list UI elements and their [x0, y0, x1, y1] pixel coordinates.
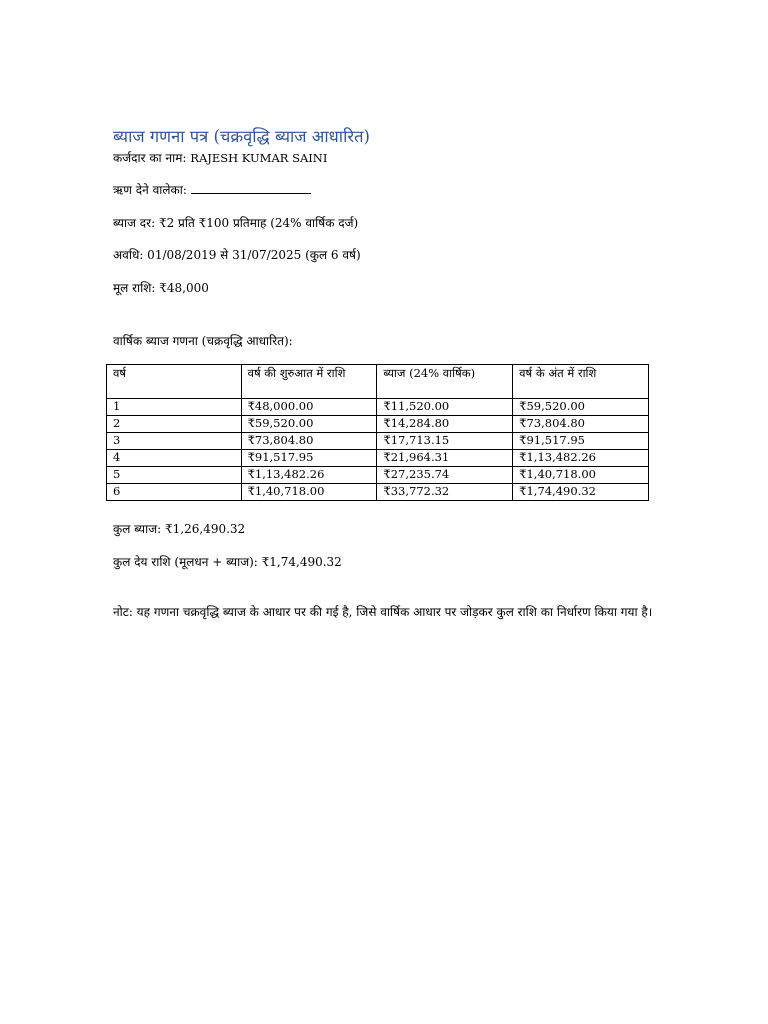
total-interest-line: कुल ब्याज: ₹1,26,490.32 — [113, 522, 246, 536]
cell-opening: ₹73,804.80 — [241, 433, 377, 450]
table-row — [107, 450, 649, 467]
creditor-blank-field — [191, 183, 311, 194]
table-row — [107, 399, 649, 416]
debtor-label: कर्जदार का नाम: — [113, 151, 187, 165]
cell-opening: ₹48,000.00 — [241, 399, 377, 416]
table-row — [107, 484, 649, 501]
document-title: ब्याज गणना पत्र (चक्रवृद्धि ब्याज आधारित) — [113, 127, 370, 146]
table-row — [107, 416, 649, 433]
cell-year: 1 — [107, 399, 242, 416]
cell-closing: ₹73,804.80 — [513, 416, 649, 433]
cell-closing: ₹1,13,482.26 — [513, 450, 649, 467]
cell-year: 6 — [107, 484, 242, 501]
cell-interest: ₹33,772.32 — [377, 484, 513, 501]
interest-table — [106, 364, 649, 501]
table-header-row — [107, 365, 649, 399]
header-year: वर्ष — [107, 365, 242, 399]
interest-rate-line: ब्याज दर: ₹2 प्रति ₹100 प्रतिमाह (24% वार्षिक दर्ज) — [113, 216, 359, 230]
cell-opening: ₹59,520.00 — [241, 416, 377, 433]
header-interest: ब्याज (24% वार्षिक) — [377, 365, 513, 399]
header-opening-amount: वर्ष की शुरुआत में राशि — [241, 365, 377, 399]
cell-interest: ₹27,235.74 — [377, 467, 513, 484]
debtor-name: RAJESH KUMAR SAINI — [190, 151, 328, 165]
cell-closing: ₹1,74,490.32 — [513, 484, 649, 501]
table-heading: वार्षिक ब्याज गणना (चक्रवृद्धि आधारित): — [113, 334, 293, 348]
period-line: अवधि: 01/08/2019 से 31/07/2025 (कुल 6 वर्ष) — [113, 248, 361, 262]
creditor-line — [113, 182, 311, 198]
debtor-line — [113, 150, 327, 166]
cell-closing: ₹1,40,718.00 — [513, 467, 649, 484]
cell-opening: ₹1,13,482.26 — [241, 467, 377, 484]
total-payable-line: कुल देय राशि (मूलधन + ब्याज): ₹1,74,490.32 — [113, 555, 342, 569]
table-row — [107, 467, 649, 484]
cell-opening: ₹91,517.95 — [241, 450, 377, 467]
header-closing-amount: वर्ष के अंत में राशि — [513, 365, 649, 399]
cell-year: 3 — [107, 433, 242, 450]
cell-interest: ₹21,964.31 — [377, 450, 513, 467]
principal-line: मूल राशि: ₹48,000 — [113, 281, 209, 295]
cell-interest: ₹17,713.15 — [377, 433, 513, 450]
cell-interest: ₹14,284.80 — [377, 416, 513, 433]
cell-opening: ₹1,40,718.00 — [241, 484, 377, 501]
cell-year: 4 — [107, 450, 242, 467]
cell-closing: ₹91,517.95 — [513, 433, 649, 450]
note-paragraph: नोट: यह गणना चक्रवृद्धि ब्याज के आधार पर की गई है, जिसे वार्षिक आधार पर जोड़कर कुल राशि का निर्धारण किया गया है। — [113, 605, 653, 619]
cell-interest: ₹11,520.00 — [377, 399, 513, 416]
cell-closing: ₹59,520.00 — [513, 399, 649, 416]
creditor-label: ऋण देने वालेका: — [113, 183, 187, 197]
cell-year: 2 — [107, 416, 242, 433]
table-row — [107, 433, 649, 450]
cell-year: 5 — [107, 467, 242, 484]
